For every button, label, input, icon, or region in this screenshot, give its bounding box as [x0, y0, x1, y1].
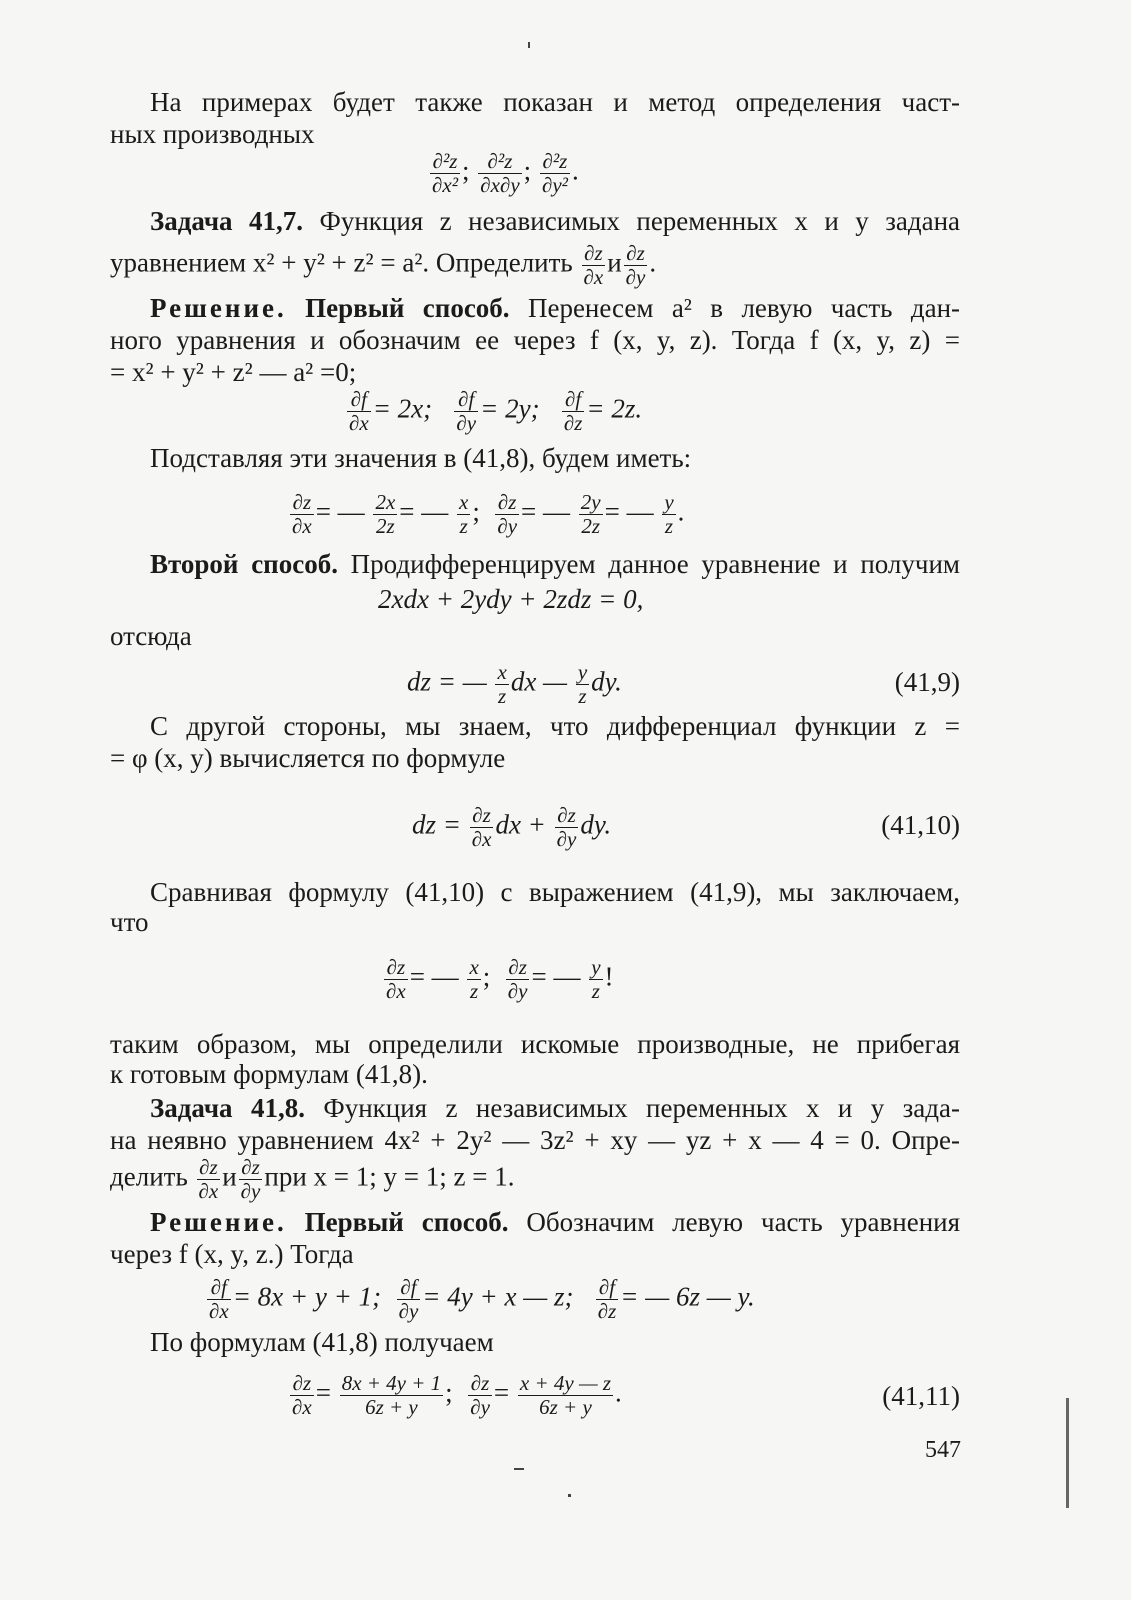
equation-41-9: dz = — $\frac{x}{z}$ dx — $\frac{y}{z}$ dy. — [407, 660, 622, 708]
partial-f-formula: $\frac{\partial f}{\partial x}$ = 2x; $\frac{\partial f}{\partial y}$ = 2y; $\frac{\partial f}{\partial z}$ = 2z. — [349, 387, 643, 435]
solution-label: Решение. — [150, 293, 287, 323]
scan-edge-mark — [1066, 1398, 1069, 1508]
task-label: Задача 41,8. — [150, 1093, 305, 1123]
task-41-8-line: делить $\frac{\partial z}{\partial x}$ и $\frac{\partial z}{\partial y}$ при x = 1; y = 1; z = 1. — [110, 1155, 515, 1203]
text-line: = x² + y² + z² — a² =0; — [110, 357, 357, 387]
equation-number: (41,10) — [881, 810, 960, 840]
scan-speck — [528, 42, 530, 48]
text-line: отсюда — [110, 621, 192, 651]
text-line: ных производных — [110, 119, 315, 149]
text-line: ного уравнения и обозначим ее через f (x, y, z). Тогда f (x, y, z) = — [110, 325, 960, 355]
solution-line: Решение. Первый способ. Обозначим левую часть уравнения — [150, 1207, 961, 1237]
text-line: на неявно уравнением 4x² + 2y² — 3z² + xy — yz + x — 4 = 0. Опре- — [110, 1125, 960, 1155]
text-line: По формулам (41,8) получаем — [150, 1327, 494, 1357]
task-41-7-line: уравнением x² + y² + z² = a². Определить $\frac{\partial z}{\partial x}$ и $\frac{\partial z}{\partial y}$ . — [110, 241, 657, 289]
second-method-line: Второй способ. Продифференцируем данное уравнение и получим — [150, 549, 960, 579]
scan-speck — [514, 1468, 524, 1470]
text-line: С другой стороны, мы знаем, что дифференциал функции z = — [150, 711, 960, 741]
task-41-8-line: Задача 41,8. Функция z независимых переменных x и y зада- — [150, 1093, 961, 1123]
partial-f-formula: $\frac{\partial f}{\partial x}$ = 8x + y + 1; $\frac{\partial f}{\partial y}$ = 4y + x — z; $\frac{\partial f}{\partial z}$ = — 6z — y. — [209, 1275, 755, 1323]
task-label: Задача 41,7. — [150, 206, 304, 236]
equation-41-10: dz = $\frac{\partial z}{\partial x}$ dx + $\frac{\partial z}{\partial y}$ dy. — [412, 803, 612, 851]
equation-number: (41,9) — [894, 667, 960, 697]
text-line: через f (x, y, z.) Тогда — [110, 1239, 354, 1269]
scan-speck — [568, 1494, 571, 1497]
result-formula: $\frac{\partial z}{\partial x}$ = — $\frac{2x}{2z}$ = — $\frac{x}{z}$ ; $\frac{\partial z}{\partial y}$ = — $\frac{2y}{2z}$ = — $\frac{y}{z}$ . — [292, 490, 685, 538]
text-line: = φ (x, y) вычисляется по формуле — [110, 743, 506, 773]
text-line: таким образом, мы определили искомые производные, не прибегая — [110, 1029, 960, 1059]
task-41-7-line: Задача 41,7. Функция z независимых переменных x и y задана — [150, 206, 961, 236]
equation-41-11: $\frac{\partial z}{\partial x}$ = $\frac{8x + 4y + 1}{6z + y}$ ; $\frac{\partial z}{\partial y}$ = $\frac{x + 4y — z}{6z + y}$ . — [292, 1371, 622, 1419]
text-line: что — [110, 907, 149, 937]
text-line: к готовым формулам (41,8). — [110, 1059, 428, 1089]
differential-equation: 2xdx + 2ydy + 2zdz = 0, — [378, 584, 644, 614]
conclusion-formula: $\frac{\partial z}{\partial x}$ = — $\frac{x}{z}$ ; $\frac{\partial z}{\partial y}$ = — $\frac{y}{z}$ ! — [386, 955, 614, 1003]
second-partials-formula: $\frac{\text{∂²z}}{\text{∂x²}}$ ; $\frac{\text{∂²z}}{\partial x\partial y}$ ; $\frac{\text{∂²z}}{\text{∂y²}}$ . — [432, 149, 579, 197]
text-line: Сравнивая формулу (41,10) с выражением (41,9), мы заключаем, — [150, 877, 960, 907]
equation-number: (41,11) — [882, 1381, 960, 1411]
text-line: На примерах будет также показан и метод определения част- — [150, 87, 960, 117]
page-number: 547 — [925, 1437, 961, 1463]
solution-line: Решение. Первый способ. Перенесем a² в левую часть дан- — [150, 293, 961, 323]
solution-label: Решение. — [150, 1207, 287, 1237]
text-line: Подставляя эти значения в (41,8), будем иметь: — [150, 443, 692, 473]
